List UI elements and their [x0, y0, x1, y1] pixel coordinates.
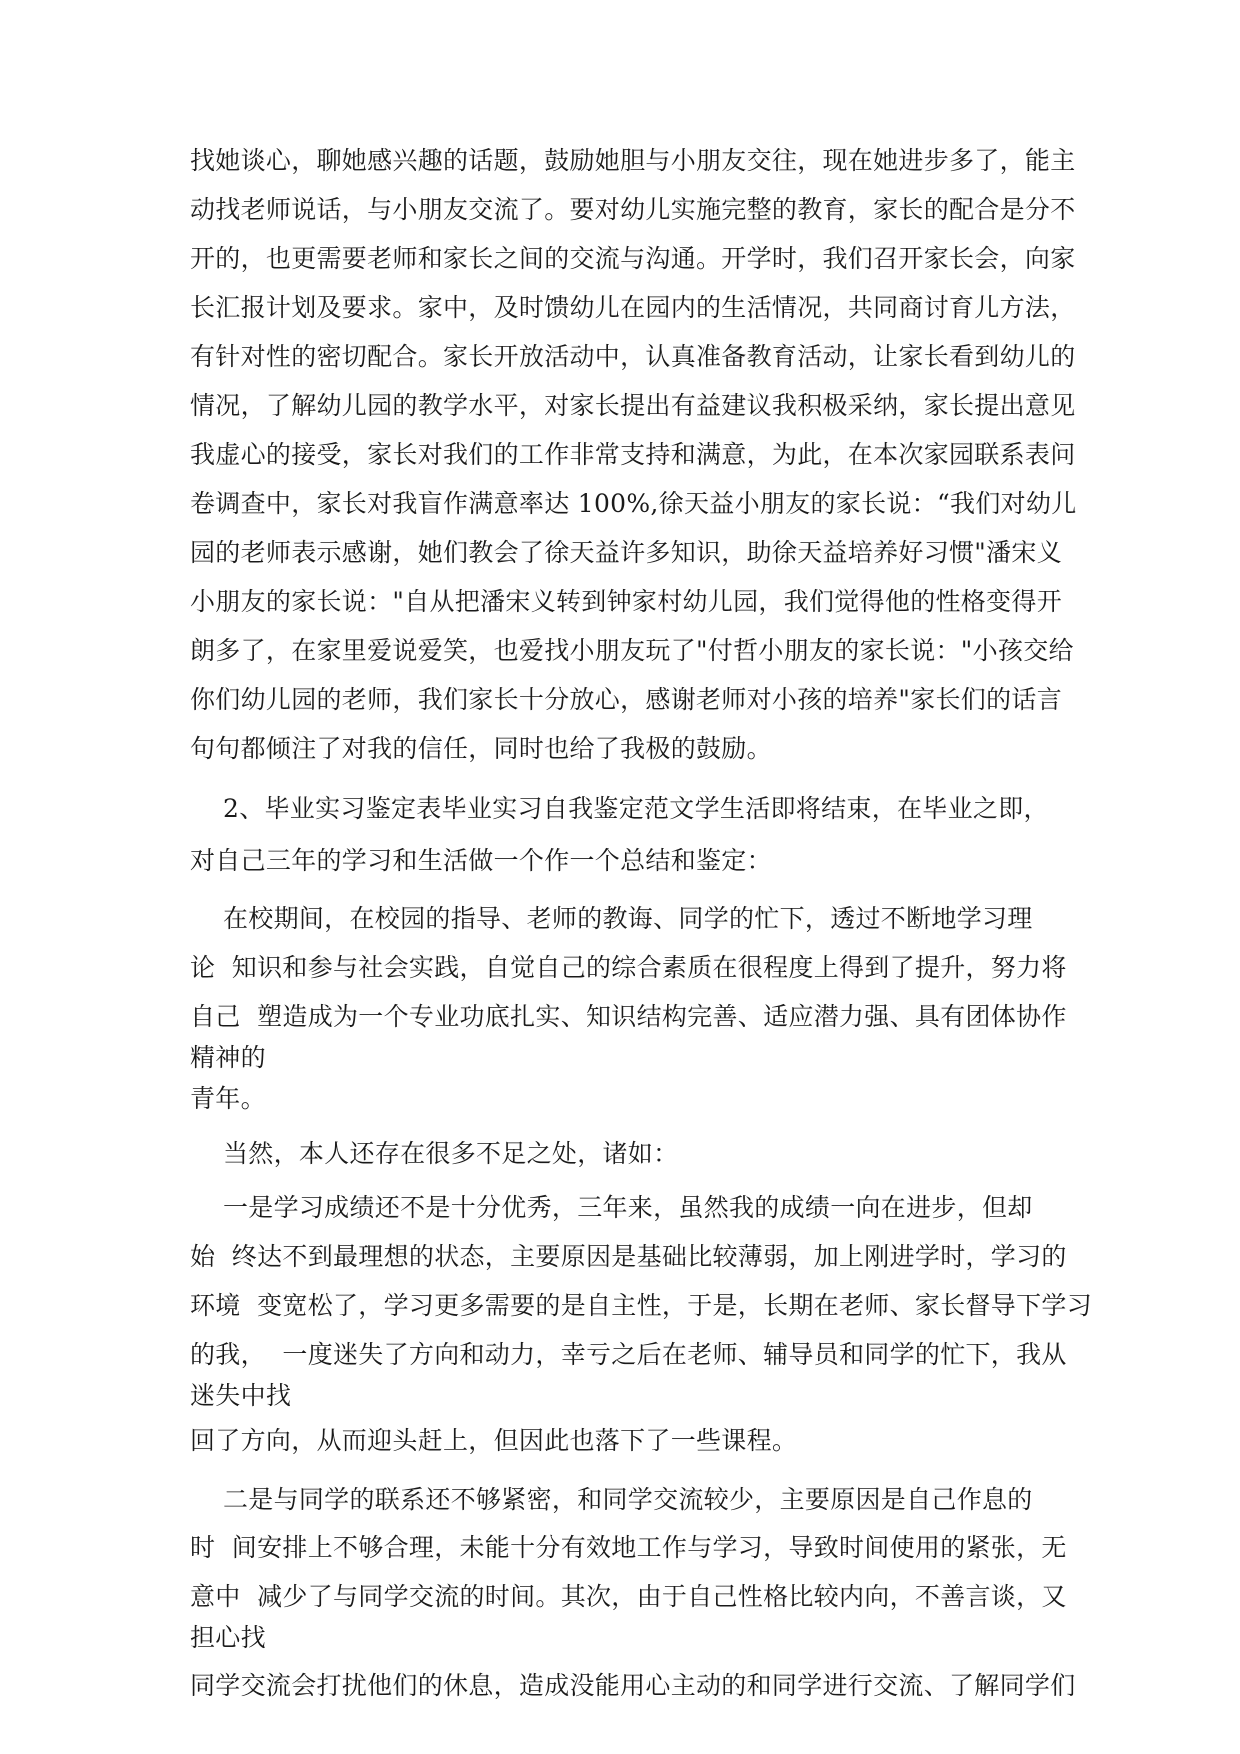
text-line: 的我， 一度迷失了方向和动力，幸亏之后在老师、辅导员和同学的忙下，我从 — [190, 1340, 1067, 1369]
text-line: 卷调查中，家长对我盲作满意率达 100%,徐天益小朋友的家长说：“我们对幼儿 — [190, 489, 1077, 518]
text-line: 朗多了，在家里爱说爱笑，也爱找小朋友玩了"付哲小朋友的家长说："小孩交给 — [190, 636, 1074, 665]
text-line: 我虚心的接受，家长对我们的工作非常支持和满意，为此，在本次家园联系表问 — [190, 440, 1076, 469]
text-line: 环境 变宽松了，学习更多需要的是自主性，于是，长期在老师、家长督导下学习 — [190, 1291, 1092, 1320]
text-line: 一是学习成绩还不是十分优秀，三年来，虽然我的成绩一向在进步，但却 — [190, 1193, 1033, 1222]
text-line: 园的老师表示感谢，她们教会了徐天益许多知识，助徐天益培养好习惯"潘宋义 — [190, 538, 1063, 567]
text-line: 担心找 — [190, 1623, 266, 1652]
text-line: 自己 塑造成为一个专业功底扎实、知识结构完善、适应潜力强、具有团体协作 — [190, 1002, 1067, 1031]
text-line: 在校期间，在校园的指导、老师的教诲、同学的忙下，透过不断地学习理 — [190, 904, 1033, 933]
text-line: 意中 减少了与同学交流的时间。其次，由于自己性格比较内向，不善言谈，又 — [190, 1582, 1067, 1611]
text-line: 你们幼儿园的老师，我们家长十分放心，感谢老师对小孩的培养"家长们的话言 — [190, 685, 1063, 714]
text-line: 句句都倾注了对我的信任，同时也给了我极的鼓励。 — [190, 734, 772, 763]
text-line: 小朋友的家长说："自从把潘宋义转到钟家村幼儿园，我们觉得他的性格变得开 — [190, 587, 1063, 616]
text-line: 同学交流会打扰他们的休息，造成没能用心主动的和同学进行交流、了解同学们 — [190, 1671, 1076, 1700]
text-line: 动找老师说话，与小朋友交流了。要对幼儿实施完整的教育，家长的配合是分不 — [190, 195, 1076, 224]
text-line: 精神的 — [190, 1043, 266, 1072]
text-line: 情况，了解幼儿园的教学水平，对家长提出有益建议我积极采纳，家长提出意见 — [190, 391, 1076, 420]
text-line: 有针对性的密切配合。家长开放活动中，认真准备教育活动，让家长看到幼儿的 — [190, 342, 1076, 371]
text-line: 当然，本人还存在很多不足之处，诸如： — [190, 1139, 679, 1168]
text-line: 时 间安排上不够合理，未能十分有效地工作与学习，导致时间使用的紧张，无 — [190, 1533, 1067, 1562]
text-line: 回了方向，从而迎头赶上，但因此也落下了一些课程。 — [190, 1426, 798, 1455]
text-line: 迷失中找 — [190, 1381, 292, 1410]
text-line: 找她谈心，聊她感兴趣的话题，鼓励她胆与小朋友交往，现在她进步多了，能主 — [190, 146, 1076, 175]
text-line: 论 知识和参与社会实践，自觉自己的综合素质在很程度上得到了提升，努力将 — [190, 953, 1067, 982]
text-line: 开的，也更需要老师和家长之间的交流与沟通。开学时，我们召开家长会，向家 — [190, 244, 1076, 273]
text-line: 长汇报计划及要求。家中，及时馈幼儿在园内的生活情况，共同商讨育儿方法， — [190, 293, 1076, 322]
text-line: 始 终达不到最理想的状态，主要原因是基础比较薄弱，加上刚进学时，学习的 — [190, 1242, 1067, 1271]
text-line: 对自己三年的学习和生活做一个作一个总结和鉴定： — [190, 846, 772, 875]
text-line: 二是与同学的联系还不够紧密，和同学交流较少，主要原因是自己作息的 — [190, 1485, 1033, 1514]
text-line: 青年。 — [190, 1084, 266, 1113]
text-line: 2、毕业实习鉴定表毕业实习自我鉴定范文学生活即将结束，在毕业之即， — [190, 794, 1049, 823]
